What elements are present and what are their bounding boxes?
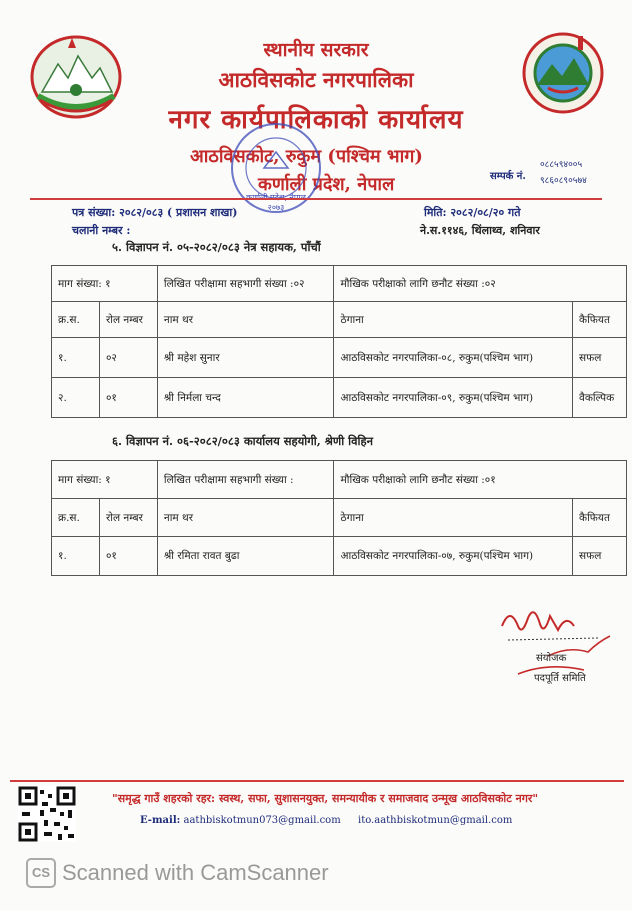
written-exam-count: लिखित परीक्षामा सहभागी संख्या :०२: [157, 266, 334, 302]
col-address: ठेगाना: [334, 499, 573, 537]
table-header-row: [52, 302, 627, 338]
date: मिति: २०८२/०८/२० गते: [424, 206, 521, 219]
cell-roll: ०१: [99, 537, 157, 576]
demand-count: माग संख्या: १: [52, 461, 158, 499]
table-header-row: [52, 499, 627, 537]
cell-roll: ०१: [99, 378, 157, 418]
contact-label: सम्पर्क नं.: [490, 171, 526, 182]
col-sn: क्र.स.: [52, 302, 100, 338]
oral-exam-count: मौखिक परीक्षाको लागि छनौट संख्या :०२: [334, 266, 627, 302]
header-divider: [30, 198, 602, 200]
letter-number: पत्र संख्या: २०८२/०८३ ( प्रशासन शाखा): [72, 206, 238, 219]
cell-name: श्री निर्मला चन्द: [157, 378, 334, 418]
col-remark: कैफियत: [573, 302, 627, 338]
camscanner-icon: CS: [26, 858, 56, 888]
footer-email: [140, 815, 341, 826]
nepal-sambat-date: ने.स.११४६, थिंलाथ्व, शनिवार: [420, 224, 540, 237]
oral-exam-count: मौखिक परीक्षाको लागि छनौट संख्या :०१: [334, 461, 627, 499]
header-office: नगर कार्यपालिकाको कार्यालय: [168, 105, 464, 135]
email-address-2: ito.aathbiskotmun@gmail.com: [358, 815, 513, 826]
cell-remark: वैकल्पिक: [573, 378, 627, 418]
email-address-1: aathbiskotmun073@gmail.com: [183, 815, 341, 826]
contact-number-1: ०८८५९४००५: [540, 160, 583, 170]
stamp-text-year: २०७३: [267, 203, 285, 212]
header-local-government: स्थानीय सरकार: [263, 39, 369, 61]
header-province: कर्णाली प्रदेश, नेपाल: [258, 174, 395, 195]
table-row: [52, 378, 627, 418]
section-1-table: [51, 265, 627, 418]
cell-remark: सफल: [573, 338, 627, 378]
section-2-title: ६. विज्ञापन नं. ०६-२०८२/०८३ कार्यालय सहयोगी, श्रेणी विहिन: [112, 434, 374, 448]
cell-sn: २.: [52, 378, 100, 418]
col-roll: रोल नम्बर: [99, 302, 157, 338]
col-remark: कैफियत: [573, 499, 627, 537]
col-name: नाम थर: [157, 302, 334, 338]
qr-code-icon: [18, 786, 76, 842]
table-summary-row: [52, 266, 627, 302]
dispatch-number: चलानी नम्बर :: [72, 224, 131, 237]
table-summary-row: [52, 461, 627, 499]
cell-address: आठविसकोट नगरपालिका-०९, रुकुम(पश्चिम भाग): [334, 378, 573, 418]
signatory-committee: पदपूर्ति समिति: [534, 673, 586, 684]
table-row: [52, 338, 627, 378]
footer-motto: "समृद्ध गाउँ शहरको रहर: स्वस्थ, सफा, सुशासनयुक्त, समन्यायीक र समाजवाद उन्मूख आठविसकोट नगर": [112, 792, 539, 805]
cell-name: श्री रमिता रावत बुढा: [157, 537, 334, 576]
cell-name: श्री महेश सुनार: [157, 338, 334, 378]
col-sn: क्र.स.: [52, 499, 100, 537]
contact-number-2: ९८६०८९०५७४: [540, 176, 587, 186]
signatory-role: संयोजक: [536, 653, 567, 664]
cell-roll: ०२: [99, 338, 157, 378]
camscanner-watermark: Scanned with CamScanner: [62, 860, 329, 885]
cell-address: आठविसकोट नगरपालिका-०८, रुकुम(पश्चिम भाग): [334, 338, 573, 378]
stamp-text-province: [246, 192, 306, 202]
cell-sn: १.: [52, 338, 100, 378]
col-name: नाम थर: [157, 499, 334, 537]
written-exam-count: लिखित परीक्षामा सहभागी संख्या :: [157, 461, 334, 499]
footer-divider: [10, 780, 624, 782]
demand-count: माग संख्या: १: [52, 266, 158, 302]
header-address: आठविसकोट, रुकुम (पश्चिम भाग): [190, 146, 423, 167]
col-address: ठेगाना: [334, 302, 573, 338]
table-row: [52, 537, 627, 576]
section-1-title: ५. विज्ञापन नं. ०५-२०८२/०८३ नेत्र सहायक, पाँचौं: [112, 240, 321, 254]
cell-remark: सफल: [573, 537, 627, 576]
cell-address: आठविसकोट नगरपालिका-०७, रुकुम(पश्चिम भाग): [334, 537, 573, 576]
email-label: E-mail:: [140, 815, 181, 826]
office-stamp: [226, 118, 326, 218]
col-roll: रोल नम्बर: [99, 499, 157, 537]
section-2-table: [51, 460, 627, 576]
contact-numbers: [540, 157, 587, 189]
cell-sn: १.: [52, 537, 100, 576]
header-municipality: आठविसकोट नगरपालिका: [218, 67, 414, 92]
